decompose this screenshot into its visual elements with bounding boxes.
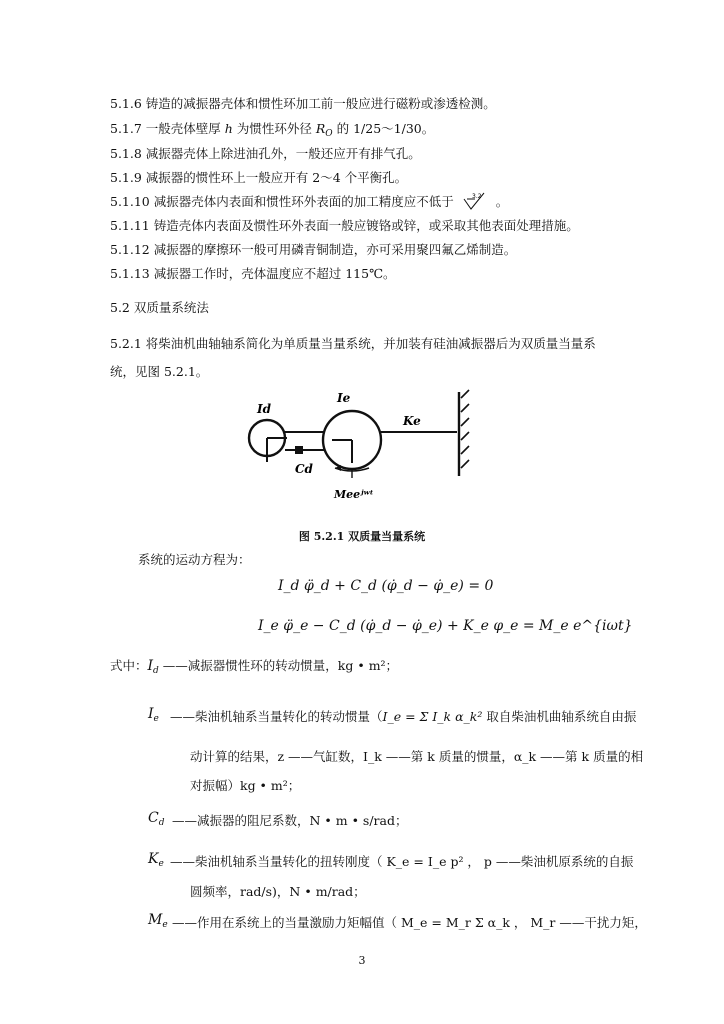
clause-5-1-13: 5.1.13 减振器工作时，壳体温度应不超过 115℃。 [110,266,396,281]
clause-5-1-10: 5.1.10 减振器壳体内表面和惯性环外表面的加工精度应不低于 3.2 。 [110,193,509,209]
clause-5-1-9: 5.1.9 减振器的惯性环上一般应开有 2～4 个平衡孔。 [110,170,408,185]
figure-caption: 图 5.2.1 双质量当量系统 [298,530,426,543]
clause-5-2-1-line1: 5.2.1 将柴油机曲轴轴系简化为单质量当量系统，并加装有硅油减振器后为双质量当量系 [110,336,596,351]
section-heading-5-2: 5.2 双质量系统法 [110,300,209,315]
equation-1: I_d φ̈_d + C_d (φ̇_d − φ̇_e) = 0 [278,578,494,594]
clause-5-1-11: 5.1.11 铸造壳体内表面及惯性环外表面一般应镀铬或锌，或采取其他表面处理措施。 [110,218,579,233]
def-Cd-text: ——减振器的阻尼系数，N • m • s/rad； [172,813,408,828]
def-Ke-line1: ——柴油机轴系当量转化的扭转刚度（ K_e = I_e p² ， p ——柴油机原系统的自振 [170,854,634,869]
def-Ie-symbol: $I_e$ [148,706,159,724]
def-Me-symbol: $M_e$ [148,912,168,930]
svg-text:Id: Id [257,402,272,416]
def-Ke-symbol: $K_e$ [148,851,164,869]
figure-dual-mass-system [235,388,485,508]
svg-text:Cd: Cd [295,462,313,476]
page-number: 3 [358,954,366,967]
def-Id: 式中：$I_d$ ——减振器惯性环的转动惯量，kg • m²； [110,658,399,676]
def-Ke-line2: 圆频率，rad/s)，N • m/rad； [190,884,366,899]
clause-5-2-1-line2: 统，见图 5.2.1。 [110,364,209,379]
clause-5-1-12: 5.1.12 减振器的摩擦环一般可用磷青铜制造，亦可采用聚四氟乙烯制造。 [110,242,517,257]
def-Ie-line1: ——柴油机轴系当量转化的转动惯量（I_e = Σ I_k α_k² 取自柴油机曲轴系统自由振 [170,709,637,724]
clause-5-1-8: 5.1.8 减振器壳体上除进油孔外，一般还应开有排气孔。 [110,146,421,161]
svg-text:3.2: 3.2 [471,193,482,200]
def-Ie-line3: 对振幅）kg • m²； [190,778,301,793]
svg-text:Ke: Ke [403,414,421,428]
clause-5-1-6: 5.1.6 铸造的减振器壳体和惯性环加工前一般应进行磁粉或渗透检测。 [110,96,496,111]
def-Me-line1: ——作用在系统上的当量激励力矩幅值（ M_e = M_r Σ α_k ， M_r ——干扰力矩， [172,915,647,930]
equation-intro: 系统的运动方程为： [138,552,251,567]
svg-text:Ie: Ie [337,391,351,405]
def-Cd-symbol: $C_d$ [148,810,165,828]
equation-2: I_e φ̈_e − C_d (φ̇_d − φ̇_e) + K_e φ_e = M_e e^{iωt} [258,618,633,634]
surface-roughness-icon [462,192,488,210]
svg-text:Meeʲʷᵗ: Meeʲʷᵗ [334,488,374,501]
def-Ie-line2: 动计算的结果，z ——气缸数，I_k ——第 k 质量的惯量，α_k ——第 k 质量的相 [190,749,644,764]
clause-5-1-7: 5.1.7 一般壳体壁厚 h 为惯性环外径 $R_O$ 的 1/25～1/30。 [110,121,435,139]
